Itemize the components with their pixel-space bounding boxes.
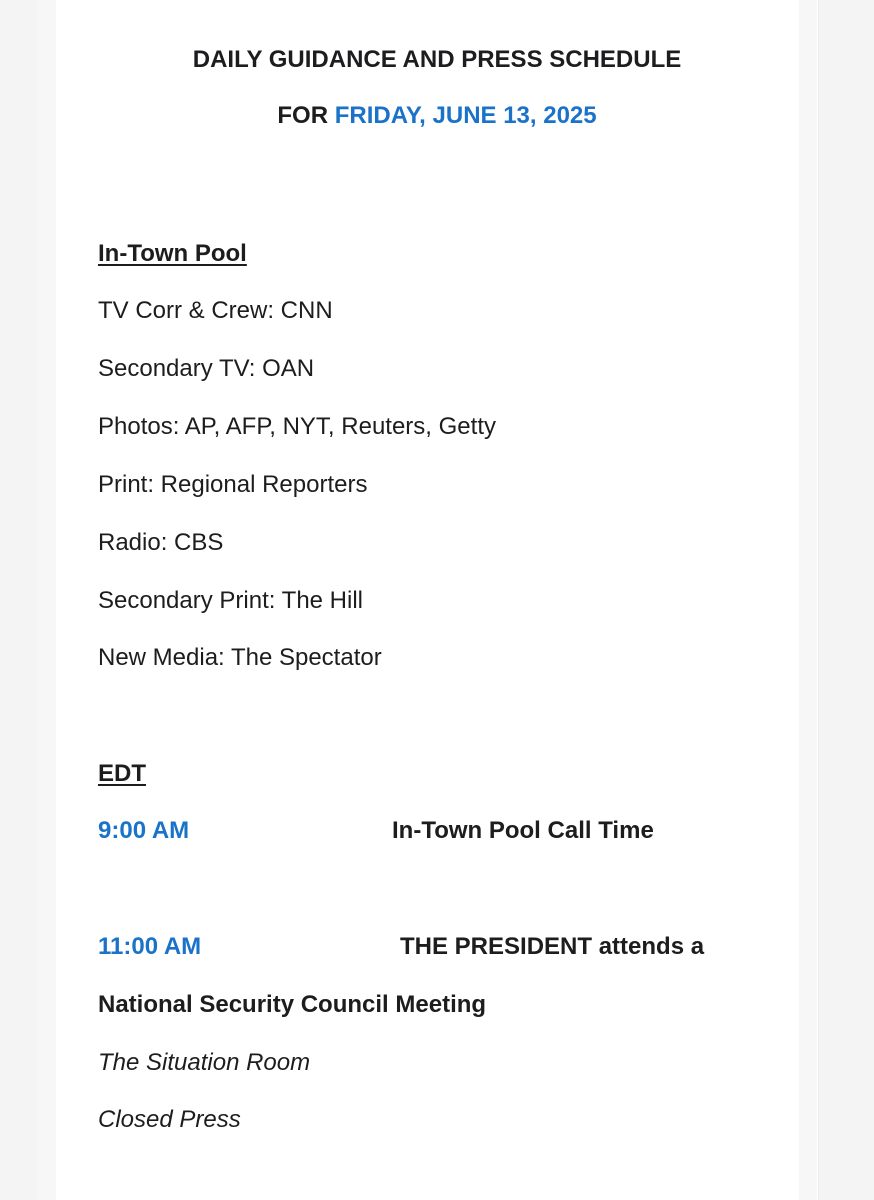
event-press-access: Closed Press xyxy=(98,1106,241,1133)
page-margin-left xyxy=(38,0,56,1200)
pool-heading: In-Town Pool xyxy=(98,240,247,267)
pool-item: TV Corr & Crew: CNN xyxy=(98,297,333,324)
page-margin-right xyxy=(799,0,817,1200)
event-time: 11:00 AM xyxy=(98,933,202,960)
pool-item: New Media: The Spectator xyxy=(98,644,382,671)
pool-item: Secondary Print: The Hill xyxy=(98,587,364,614)
event-title: THE PRESIDENT attends a xyxy=(400,933,705,960)
document-date-line xyxy=(0,101,874,131)
pool-item: Print: Regional Reporters xyxy=(98,471,368,498)
event-title-continued: National Security Council Meeting xyxy=(98,991,487,1018)
event-time: 9:00 AM xyxy=(98,817,190,844)
pool-item: Radio: CBS xyxy=(98,529,224,556)
pool-item: Secondary TV: OAN xyxy=(98,355,315,382)
pool-item: Photos: AP, AFP, NYT, Reuters, Getty xyxy=(98,413,496,440)
timezone-heading: EDT xyxy=(98,760,146,787)
schedule-date: FRIDAY, JUNE 13, 2025 xyxy=(334,102,597,129)
document-title: DAILY GUIDANCE AND PRESS SCHEDULE xyxy=(192,46,682,73)
date-prefix: FOR xyxy=(277,102,329,129)
event-location: The Situation Room xyxy=(98,1049,311,1076)
event-title: In-Town Pool Call Time xyxy=(392,817,654,844)
